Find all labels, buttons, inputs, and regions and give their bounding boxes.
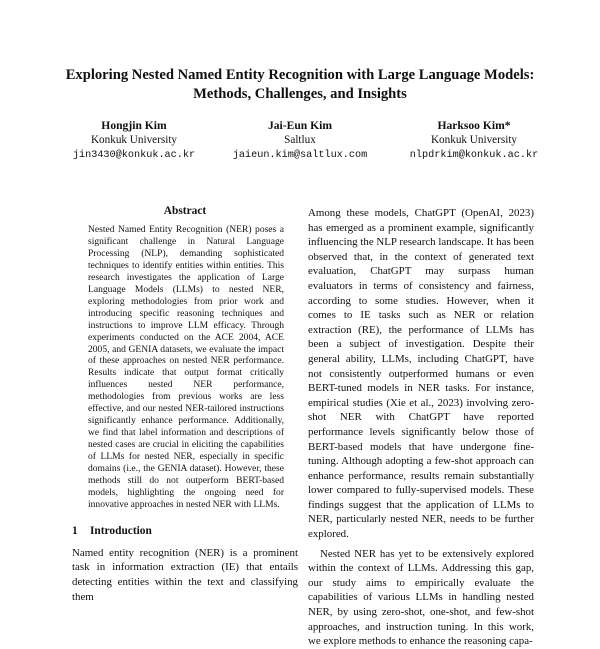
abstract-text: Nested Named Entity Recognition (NER) poses a significant challenge in Natural Language Processing (NLP), demanding sophisticated techniques to identify entities within entities. This research investigates the application of Large Language Models (LLMs) to nested NER, exploring methodologies from prior work and introducing specific reasoning techniques and instructions to improve LLM efficacy. Through experiments conducted on the ACE 2004, ACE 2005, and GENIA datasets, we evaluate the impact of these approaches on nested NER performance. Results indicate that output format critically influences nested NER performance, methodologies from previous works are less effective, and our nested NER-tailored instructions significantly enhance performance. Additionally, we find that label information and descriptions of nested cases are crucial in eliciting the capabilities of LLMs for nested NER, especially in specific domains (i.e., the GENIA dataset). However, these methods still do not outperform BERT-based models, highlighting the ongoing need for innovative approaches in nested NER with LLMs. xyxy=(88,224,284,510)
section-number: 1 xyxy=(72,524,78,537)
left-column xyxy=(72,204,298,604)
abstract-heading: Abstract xyxy=(163,205,207,217)
body-paragraph-1: Among these models, ChatGPT (OpenAI, 2023) has emerged as a prominent example, significantly influencing the NLP research landscape. It has been observed that, in the context of generated text evaluation, ChatGPT may surpass human evaluators in terms of consistency and fairness, according to some studies. However, when it comes to IE tasks such as NER or relation extraction (RE), the performance of LLMs has been a subject of investigation. Despite their general ability, LLMs, including ChatGPT, have not consistently outperformed humans or even BERT-tuned models in NER tasks. For instance, empirical studies (Xie et al., 2023) involving zero-shot NER with ChatGPT have reported performance levels significantly below those of BERT-based models that have undergone fine-tuning. Although adopting a few-shot approach can enhance performance, results remain substantially lower compared to fully-supervised models. These findings suggest that the application of LLMs to NER, particularly nested NER, needs to be further explored. xyxy=(308,207,534,541)
intro-paragraph: Named entity recognition (NER) is a prominent task in information extraction (IE) that entails detecting entities within the text and classifying them xyxy=(72,546,298,603)
author-2 xyxy=(205,119,395,163)
author-1 xyxy=(39,119,229,163)
author-affiliation: Konkuk University xyxy=(90,134,178,146)
author-affiliation: Saltlux xyxy=(284,134,316,146)
author-email: nlpdrkim@konkuk.ac.kr xyxy=(409,150,539,161)
section-heading xyxy=(72,524,298,538)
author-email: jaieun.kim@saltlux.com xyxy=(232,150,368,161)
section-title: Introduction xyxy=(90,524,152,537)
title-line-1: Exploring Nested Named Entity Recognition with Large Language Models: xyxy=(65,67,535,83)
paper-title xyxy=(40,66,560,104)
title-line-2: Methods, Challenges, and Insights xyxy=(193,86,407,102)
author-affiliation: Konkuk University xyxy=(430,134,518,146)
author-name: Hongjin Kim xyxy=(101,119,167,132)
body-paragraph-2: Nested NER has yet to be extensively explored within the context of LLMs. Addressing this gap, our study aims to empirically evaluate the capabilities of various LLMs in handling nested NER, by using zero-shot, one-shot, and few-shot approaches, and instruction tuning. In this work, we explore methods to enhance the reasoning capa- xyxy=(308,547,534,648)
author-name: Harksoo Kim* xyxy=(437,119,511,132)
author-3 xyxy=(379,119,569,163)
author-email: jin3430@konkuk.ac.kr xyxy=(72,150,196,161)
right-column xyxy=(308,206,534,649)
author-name: Jai-Eun Kim xyxy=(267,119,333,132)
